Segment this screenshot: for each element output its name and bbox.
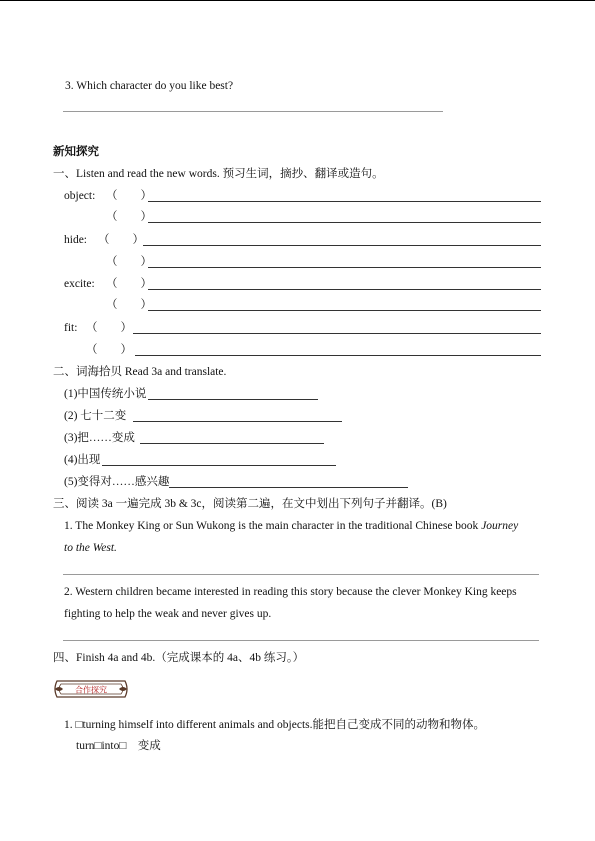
answer-line[interactable] xyxy=(148,310,541,311)
answer-line[interactable] xyxy=(102,465,336,466)
part1-heading: 一、Listen and read the new words. 预习生词，摘抄、翻译或造句。 xyxy=(53,168,384,180)
section-title: 新知探究 xyxy=(53,146,99,158)
answer-line[interactable] xyxy=(169,487,408,488)
paren-blank: （ ） xyxy=(98,234,144,246)
answer-line-q3[interactable] xyxy=(63,111,443,112)
page-top-border xyxy=(0,0,595,1)
question-3: 3. Which character do you like best? xyxy=(65,80,234,92)
paren-blank: （ ） xyxy=(106,190,152,202)
paren-blank: （ ） xyxy=(86,322,132,334)
answer-line[interactable] xyxy=(135,355,541,356)
answer-line[interactable] xyxy=(148,267,541,268)
translate-item-5: (5)变得对……感兴趣 xyxy=(64,476,170,488)
part3-heading: 三、阅读 3a 一遍完成 3b & 3c，阅读第二遍，在文中划出下列句子并翻译。(B) xyxy=(53,498,447,510)
word-excite: excite: xyxy=(64,278,95,290)
note-line-2: turn□into□ 变成 xyxy=(76,740,161,752)
cooperation-banner-icon xyxy=(53,677,129,701)
answer-line[interactable] xyxy=(148,201,541,202)
paren-blank: （ ） xyxy=(86,344,132,356)
paren-blank: （ ） xyxy=(106,256,152,268)
paren-blank: （ ） xyxy=(106,299,152,311)
answer-line[interactable] xyxy=(63,640,539,641)
answer-line[interactable] xyxy=(148,399,318,400)
word-object: object: xyxy=(64,190,96,202)
sentence-1-line2: to the West. xyxy=(64,542,117,554)
answer-line[interactable] xyxy=(143,245,541,246)
answer-line[interactable] xyxy=(63,574,539,575)
note-line-1: 1. □turning himself into different animals and objects.能把自己变成不同的动物和物体。 xyxy=(64,719,486,731)
paren-blank: （ ） xyxy=(106,278,152,290)
sentence-1-line1: 1. The Monkey King or Sun Wukong is the main character in the traditional Chinese book Journey xyxy=(64,520,519,532)
sentence-2-line2: fighting to help the weak and never gives up. xyxy=(64,608,272,620)
answer-line[interactable] xyxy=(133,421,342,422)
word-fit: fit: xyxy=(64,322,78,334)
part4-heading: 四、Finish 4a and 4b.（完成课本的 4a、4b 练习。） xyxy=(53,652,305,664)
banner-text: 合作探究 xyxy=(75,685,107,695)
answer-line[interactable] xyxy=(148,289,541,290)
translate-item-1: (1)中国传统小说 xyxy=(64,388,147,400)
word-hide: hide: xyxy=(64,234,87,246)
answer-line[interactable] xyxy=(148,222,541,223)
translate-item-3: (3)把……变成 xyxy=(64,432,135,444)
paren-blank: （ ） xyxy=(106,211,152,223)
sentence-2-line1: 2. Western children became interested in reading this story because the clever Monkey King keeps xyxy=(64,586,517,598)
translate-item-2: (2) 七十二变 xyxy=(64,410,127,422)
translate-item-4: (4)出现 xyxy=(64,454,101,466)
part2-heading: 二、词海拾贝 Read 3a and translate. xyxy=(53,366,227,378)
answer-line[interactable] xyxy=(140,443,324,444)
answer-line[interactable] xyxy=(133,333,541,334)
